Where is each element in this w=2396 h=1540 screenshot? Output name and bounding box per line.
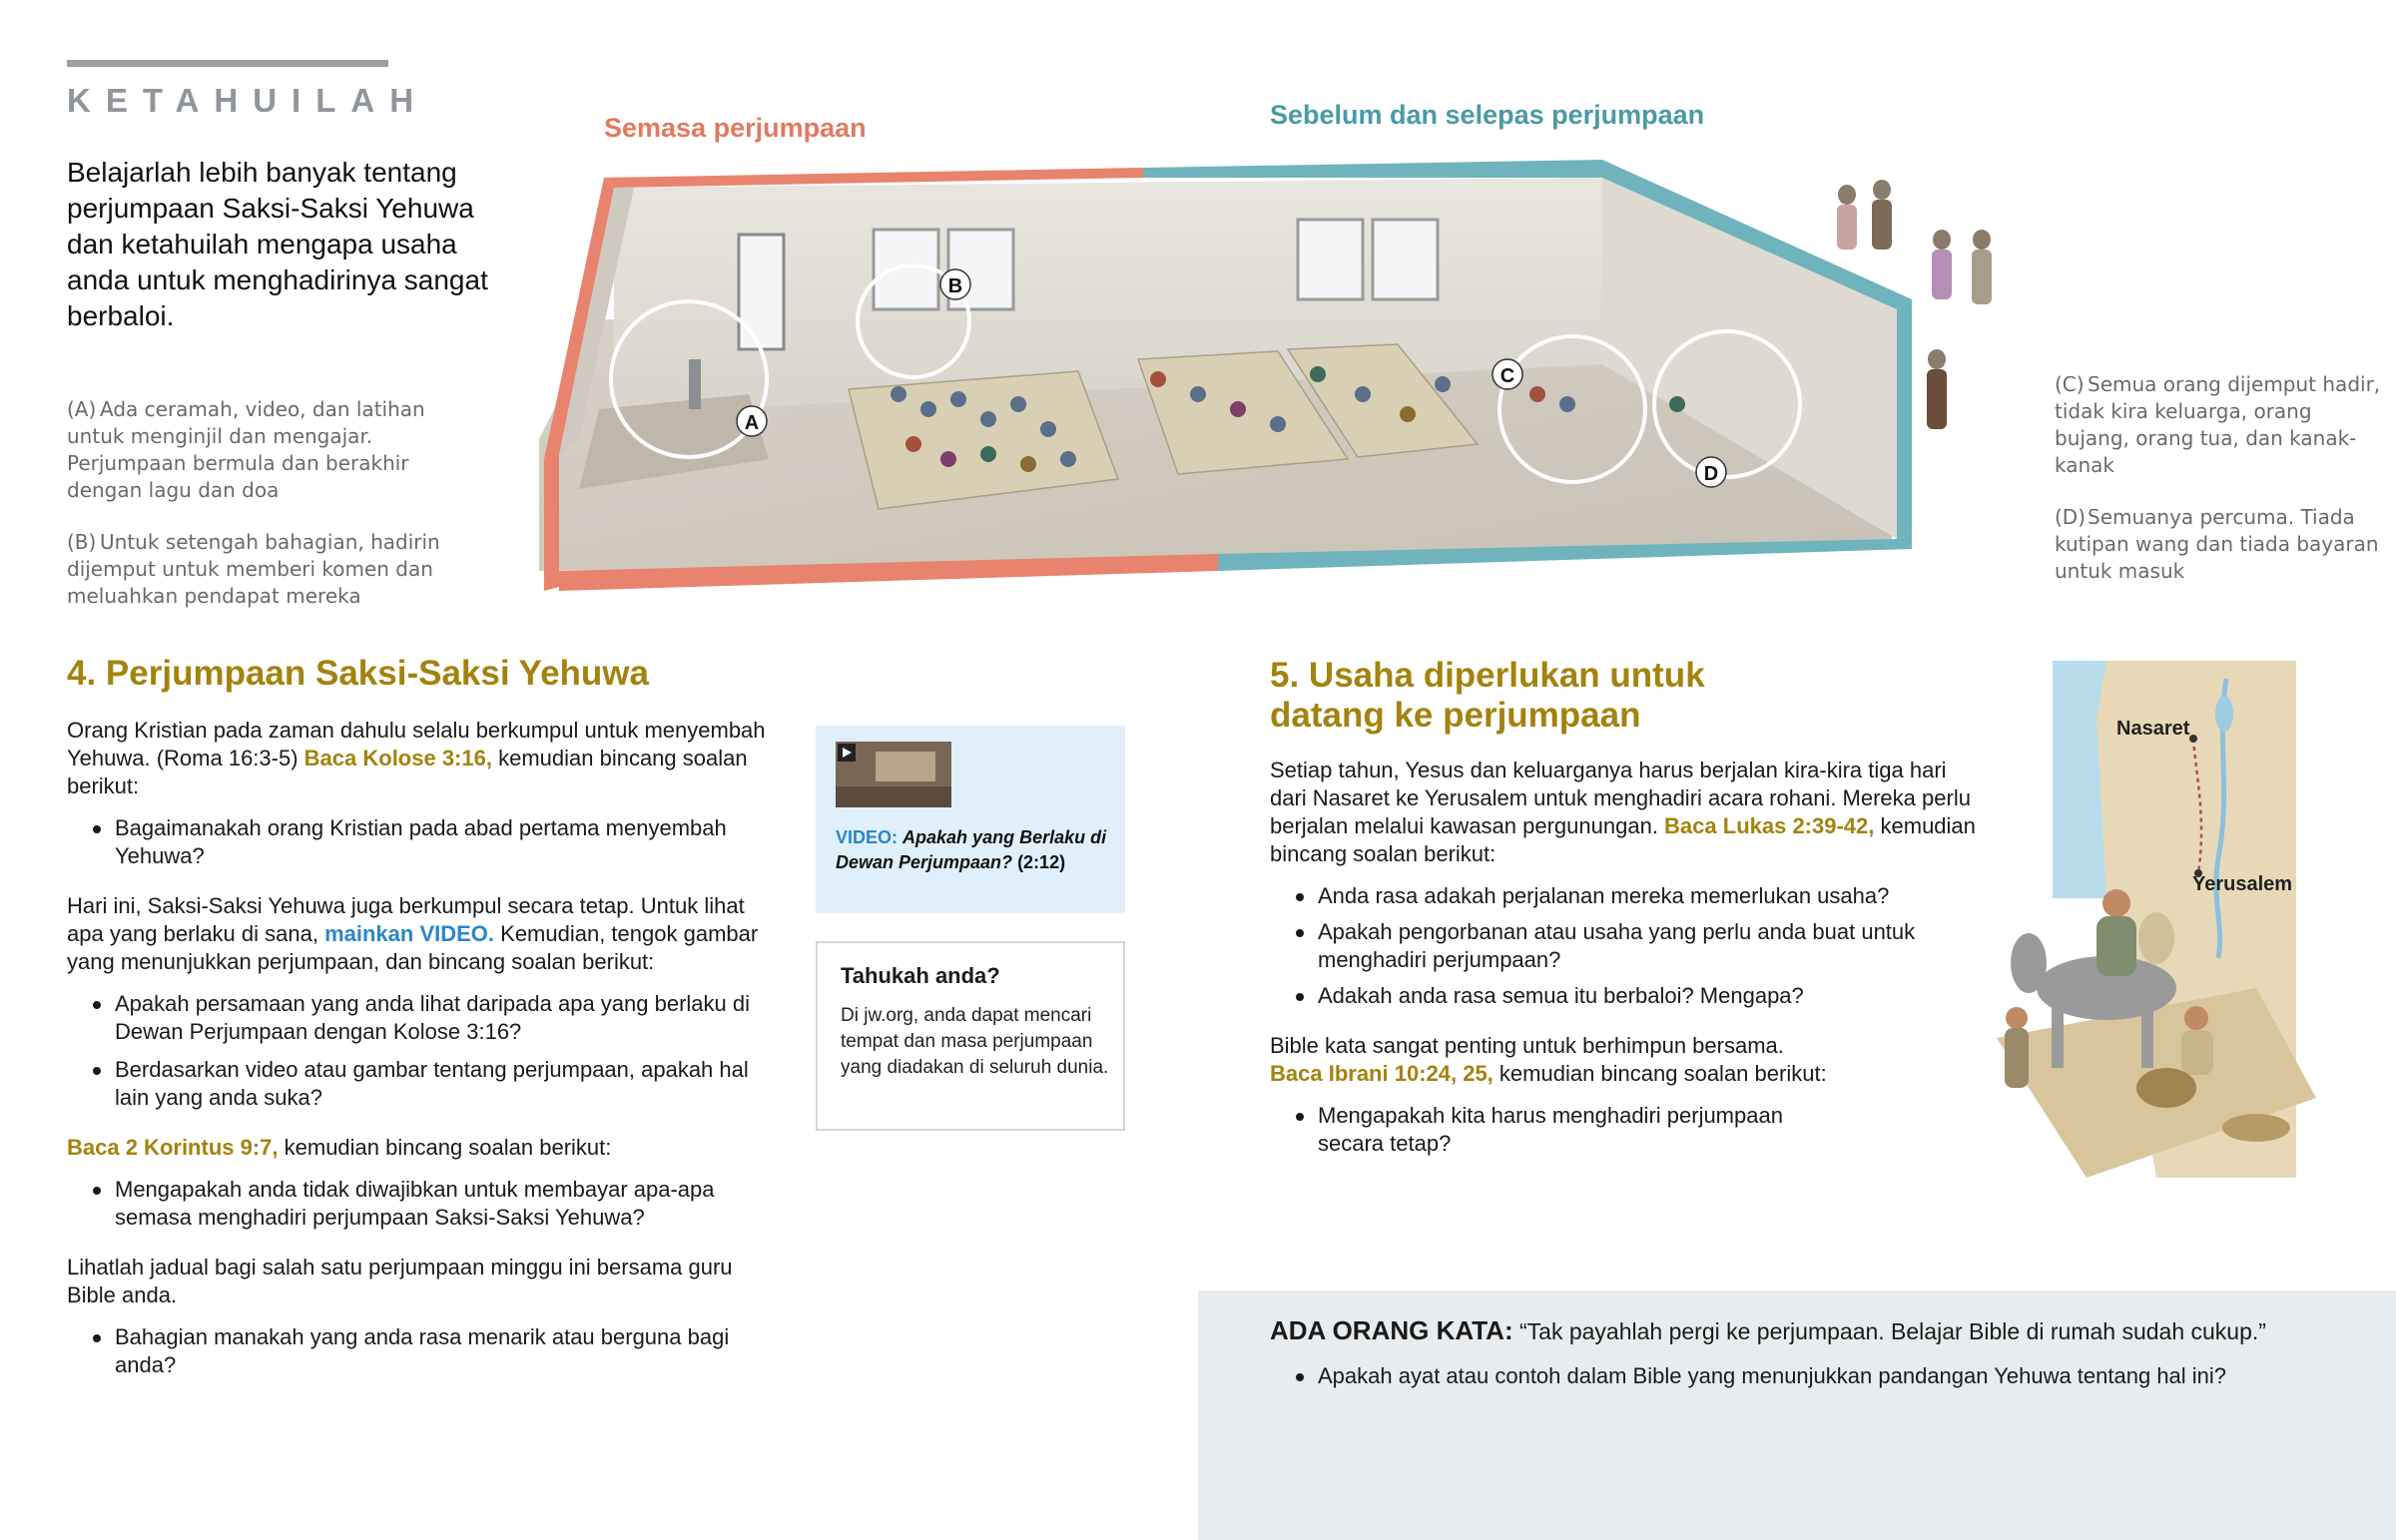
section-5-title-line-1: 5. Usaha diperlukan untuk	[1270, 656, 1705, 695]
section-5-title	[1270, 656, 1869, 736]
question-item: Apakah ayat atau contoh dalam Bible yang menunjukkan pandangan Yehuwa tentang hal ini?	[1270, 1362, 2368, 1390]
note-d	[2055, 504, 2384, 585]
note-a	[67, 396, 486, 504]
arriving-people-illustration	[1817, 170, 2057, 469]
marker-a-label: A	[744, 412, 760, 434]
section-4-body	[67, 717, 786, 1379]
question-item: Bagaimanakah orang Kristian pada abad pertama menyembah Yehuwa?	[67, 814, 786, 870]
journey-map-illustration	[1957, 659, 2376, 1238]
section-5-title-line-2: datang ke perjumpaan	[1270, 696, 1641, 735]
intro-text: Belajarlah lebih banyak tentang perjumpaan Saksi-Saksi Yehuwa dan ketahuilah mengapa usaha anda untuk menghadirinya sangat berbaloi.	[67, 157, 488, 331]
section-kicker: KETAHUILAH	[67, 82, 429, 119]
lectern	[689, 359, 701, 409]
s5-p2-after: kemudian bincang soalan berikut:	[1493, 1061, 1827, 1086]
section-4-paragraph-2	[67, 892, 786, 976]
did-you-know-box	[816, 941, 1125, 1131]
marker-b-label: B	[947, 275, 963, 297]
before-after-meeting-label: Sebelum dan selepas perjumpaan	[1270, 100, 1705, 130]
nasaret-dot	[2189, 735, 2197, 743]
some-say-label: ADA ORANG KATA:	[1270, 1315, 1513, 1345]
s4-p1-after: kemudian bincang soalan berikut:	[67, 746, 748, 798]
hall-door	[739, 235, 784, 349]
play-video-link[interactable]: mainkan VIDEO.	[324, 921, 495, 946]
note-d-label: (D)	[2055, 505, 2087, 529]
section-5-body	[1270, 757, 1989, 1158]
map-lake	[2215, 696, 2233, 732]
map-city-nasaret: Nasaret	[2116, 718, 2190, 740]
map-city-yerusalem: Yerusalem	[2192, 873, 2293, 895]
marker-d-label: D	[1703, 463, 1719, 485]
video-title: Apakah yang Berlaku di Dewan Perjumpaan?	[836, 827, 1107, 872]
some-say-line	[1270, 1315, 2368, 1346]
section-4-paragraph-3	[67, 1134, 786, 1162]
kingdom-hall-illustration	[519, 160, 1917, 609]
during-meeting-label: Semasa perjumpaan	[604, 113, 867, 143]
bedroll	[2222, 1114, 2290, 1142]
question-item: Apakah persamaan yang anda lihat daripada apa yang berlaku di Dewan Perjumpaan dengan Kolose 3:16?	[67, 990, 786, 1046]
note-a-text: Ada ceramah, video, dan latihan untuk menginjil dan mengajar. Perjumpaan bermula dan berakhir dengan lagu dan doa	[67, 397, 425, 502]
scripture-ref-korintus[interactable]: Baca 2 Korintus 9:7,	[67, 1135, 279, 1160]
question-item: Bahagian manakah yang anda rasa menarik atau berguna bagi anda?	[67, 1323, 786, 1379]
s4-p3-after: kemudian bincang soalan berikut:	[278, 1135, 612, 1160]
some-say-quote: “Tak payahlah pergi ke perjumpaan. Belajar Bible di rumah sudah cukup.”	[1519, 1318, 2266, 1344]
note-c-label: (C)	[2055, 372, 2085, 396]
section-4-paragraph-4: Lihatlah jadual bagi salah satu perjumpaan minggu ini bersama guru Bible anda.	[67, 1255, 733, 1307]
video-thumbnail[interactable]	[836, 742, 951, 807]
basket	[2136, 1068, 2196, 1108]
s4-p2-text: Hari ini, Saksi-Saksi Yehuwa juga berkumpul secara tetap. Untuk lihat apa yang berlaku di sana,	[67, 893, 745, 946]
note-c	[2055, 371, 2384, 479]
note-d-text: Semuanya percuma. Tiada kutipan wang dan tiada bayaran untuk masuk	[2055, 505, 2379, 583]
section-4-paragraph-1	[67, 717, 786, 800]
video-duration: (2:12)	[1017, 852, 1066, 872]
note-b-text: Untuk setengah bahagian, hadirin dijemput untuk memberi komen dan meluahkan pendapat mereka	[67, 530, 440, 608]
scripture-ref-ibrani[interactable]: Baca Ibrani 10:24, 25,	[1270, 1061, 1494, 1086]
question-item: Berdasarkan video atau gambar tentang perjumpaan, apakah hal lain yang anda suka?	[67, 1056, 786, 1112]
s4-p1-text: Orang Kristian pada zaman dahulu selalu berkumpul untuk menyembah Yehuwa. (Roma 16:3-5)	[67, 718, 766, 770]
scripture-ref-lukas[interactable]: Baca Lukas 2:39-42,	[1664, 813, 1875, 838]
note-c-text: Semua orang dijemput hadir, tidak kira keluarga, orang bujang, orang tua, dan kanak-kanak	[2055, 372, 2381, 477]
question-item: Mengapakah anda tidak diwajibkan untuk membayar apa-apa semasa menghadiri perjumpaan Saksi-Saksi Yehuwa?	[67, 1176, 786, 1232]
sack	[2138, 912, 2174, 964]
note-b	[67, 529, 486, 610]
marker-c-label: C	[1499, 365, 1515, 387]
question-item: Apakah pengorbanan atau usaha yang perlu anda buat untuk menghadiri perjumpaan?	[1270, 918, 1989, 974]
section-5-paragraph-2	[1270, 1032, 1989, 1088]
note-a-label: (A)	[67, 397, 97, 421]
question-item: Mengapakah kita harus menghadiri perjumpaan secara tetap?	[1270, 1102, 1829, 1158]
note-b-label: (B)	[67, 530, 97, 554]
s5-p2-text: Bible kata sangat penting untuk berhimpun bersama.	[1270, 1033, 1784, 1058]
did-you-know-title: Tahukah anda?	[841, 963, 1000, 988]
scripture-ref-kolose[interactable]: Baca Kolose 3:16,	[303, 746, 492, 770]
s4-p2-after: Kemudian, tengok gambar yang menunjukkan perjumpaan, dan bincang soalan berikut:	[67, 921, 759, 974]
video-label: VIDEO:	[836, 827, 898, 847]
some-say-panel	[1198, 1290, 2396, 1540]
s5-p1-text: Setiap tahun, Yesus dan keluarganya harus berjalan kira-kira tiga hari dari Nasaret ke Yerusalem untuk menghadiri acara rohani. Mereka perlu berjalan melalui kawasan pergunungan.	[1270, 758, 1971, 838]
section-4-title: 4. Perjumpaan Saksi-Saksi Yehuwa	[67, 654, 649, 693]
did-you-know-body: Di jw.org, anda dapat mencari tempat dan masa perjumpaan yang diadakan di seluruh dunia.	[841, 1005, 1109, 1078]
question-item: Anda rasa adakah perjalanan mereka memerlukan usaha?	[1270, 882, 1989, 910]
s5-p1-after: kemudian bincang soalan berikut:	[1270, 813, 1976, 866]
header-rule	[67, 60, 388, 67]
section-5-paragraph-1	[1270, 757, 1989, 868]
question-item: Adakah anda rasa semua itu berbaloi? Mengapa?	[1270, 982, 1989, 1010]
video-caption[interactable]	[836, 825, 1115, 875]
video-box[interactable]	[816, 726, 1125, 913]
